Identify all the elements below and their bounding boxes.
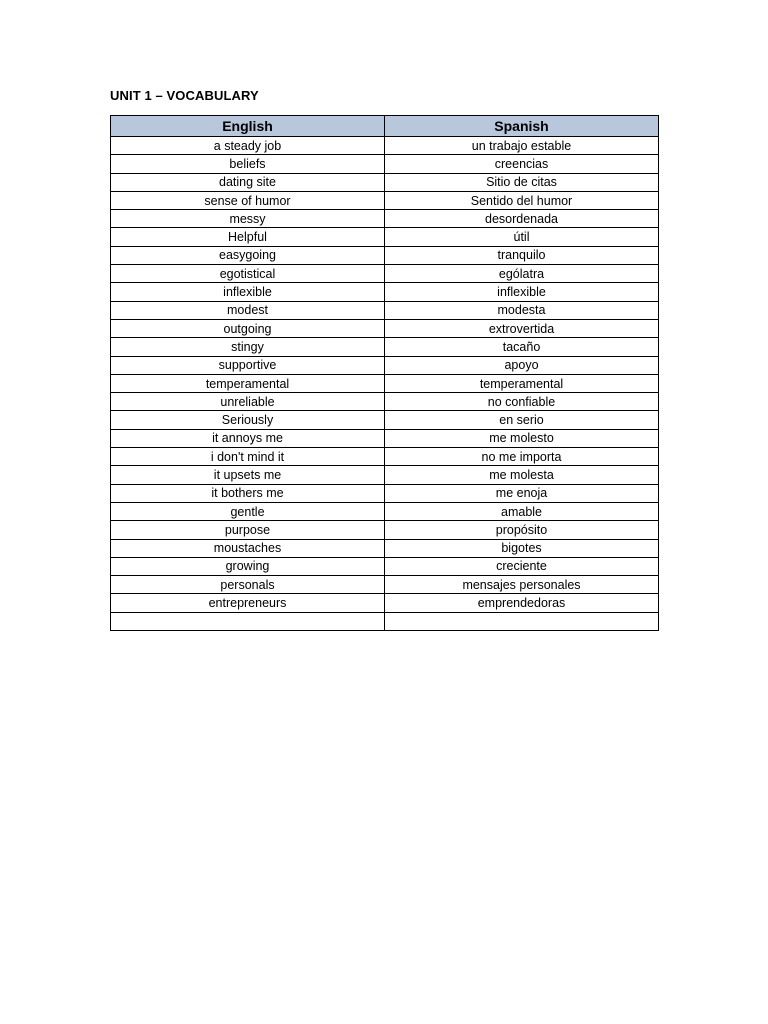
- english-cell: growing: [111, 557, 385, 575]
- english-cell: messy: [111, 210, 385, 228]
- spanish-cell: bigotes: [385, 539, 659, 557]
- table-row: [111, 466, 659, 484]
- table-row: [111, 228, 659, 246]
- english-cell: inflexible: [111, 283, 385, 301]
- spanish-cell: ególatra: [385, 265, 659, 283]
- table-row: [111, 137, 659, 155]
- table-row: [111, 393, 659, 411]
- table-row: [111, 594, 659, 612]
- english-cell: it bothers me: [111, 484, 385, 502]
- spanish-cell: amable: [385, 502, 659, 520]
- column-header-spanish: Spanish: [385, 116, 659, 137]
- spanish-cell: tranquilo: [385, 246, 659, 264]
- spanish-cell: Sitio de citas: [385, 173, 659, 191]
- english-cell: a steady job: [111, 137, 385, 155]
- spanish-cell: útil: [385, 228, 659, 246]
- spanish-cell: un trabajo estable: [385, 137, 659, 155]
- table-row: [111, 484, 659, 502]
- english-cell: outgoing: [111, 319, 385, 337]
- english-cell: it annoys me: [111, 429, 385, 447]
- english-cell: personals: [111, 576, 385, 594]
- spanish-cell: me molesta: [385, 466, 659, 484]
- spanish-cell: [385, 612, 659, 630]
- spanish-cell: modesta: [385, 301, 659, 319]
- spanish-cell: creencias: [385, 155, 659, 173]
- spanish-cell: temperamental: [385, 374, 659, 392]
- spanish-cell: emprendedoras: [385, 594, 659, 612]
- table-row: [111, 374, 659, 392]
- english-cell: entrepreneurs: [111, 594, 385, 612]
- table-header-row: [111, 116, 659, 137]
- english-cell: moustaches: [111, 539, 385, 557]
- english-cell: sense of humor: [111, 191, 385, 209]
- english-cell: easygoing: [111, 246, 385, 264]
- table-row: [111, 539, 659, 557]
- english-cell: modest: [111, 301, 385, 319]
- table-row: [111, 265, 659, 283]
- table-row: [111, 210, 659, 228]
- table-row: [111, 301, 659, 319]
- english-cell: Helpful: [111, 228, 385, 246]
- spanish-cell: propósito: [385, 521, 659, 539]
- table-row: [111, 521, 659, 539]
- spanish-cell: no confiable: [385, 393, 659, 411]
- english-cell: egotistical: [111, 265, 385, 283]
- table-row: [111, 502, 659, 520]
- spanish-cell: Sentido del humor: [385, 191, 659, 209]
- table-row: [111, 319, 659, 337]
- english-cell: supportive: [111, 356, 385, 374]
- english-cell: purpose: [111, 521, 385, 539]
- spanish-cell: mensajes personales: [385, 576, 659, 594]
- spanish-cell: en serio: [385, 411, 659, 429]
- table-row: [111, 557, 659, 575]
- english-cell: temperamental: [111, 374, 385, 392]
- page-title: UNIT 1 – VOCABULARY: [110, 88, 259, 103]
- table-row: [111, 173, 659, 191]
- english-cell: stingy: [111, 338, 385, 356]
- table-row: [111, 448, 659, 466]
- spanish-cell: apoyo: [385, 356, 659, 374]
- spanish-cell: tacaño: [385, 338, 659, 356]
- spanish-cell: me enoja: [385, 484, 659, 502]
- table-row: [111, 411, 659, 429]
- table-row: [111, 191, 659, 209]
- spanish-cell: me molesto: [385, 429, 659, 447]
- english-cell: it upsets me: [111, 466, 385, 484]
- table-row: [111, 246, 659, 264]
- spanish-cell: extrovertida: [385, 319, 659, 337]
- table-row: [111, 155, 659, 173]
- column-header-english: English: [111, 116, 385, 137]
- spanish-cell: inflexible: [385, 283, 659, 301]
- spanish-cell: creciente: [385, 557, 659, 575]
- english-cell: dating site: [111, 173, 385, 191]
- table-row: [111, 356, 659, 374]
- spanish-cell: desordenada: [385, 210, 659, 228]
- english-cell: i don't mind it: [111, 448, 385, 466]
- english-cell: beliefs: [111, 155, 385, 173]
- spanish-cell: no me importa: [385, 448, 659, 466]
- table-row: [111, 338, 659, 356]
- english-cell: unreliable: [111, 393, 385, 411]
- english-cell: [111, 612, 385, 630]
- english-cell: gentle: [111, 502, 385, 520]
- table-row: [111, 283, 659, 301]
- english-cell: Seriously: [111, 411, 385, 429]
- table-row: [111, 429, 659, 447]
- table-row: [111, 576, 659, 594]
- table-row-empty: [111, 612, 659, 630]
- vocabulary-table: [110, 115, 659, 631]
